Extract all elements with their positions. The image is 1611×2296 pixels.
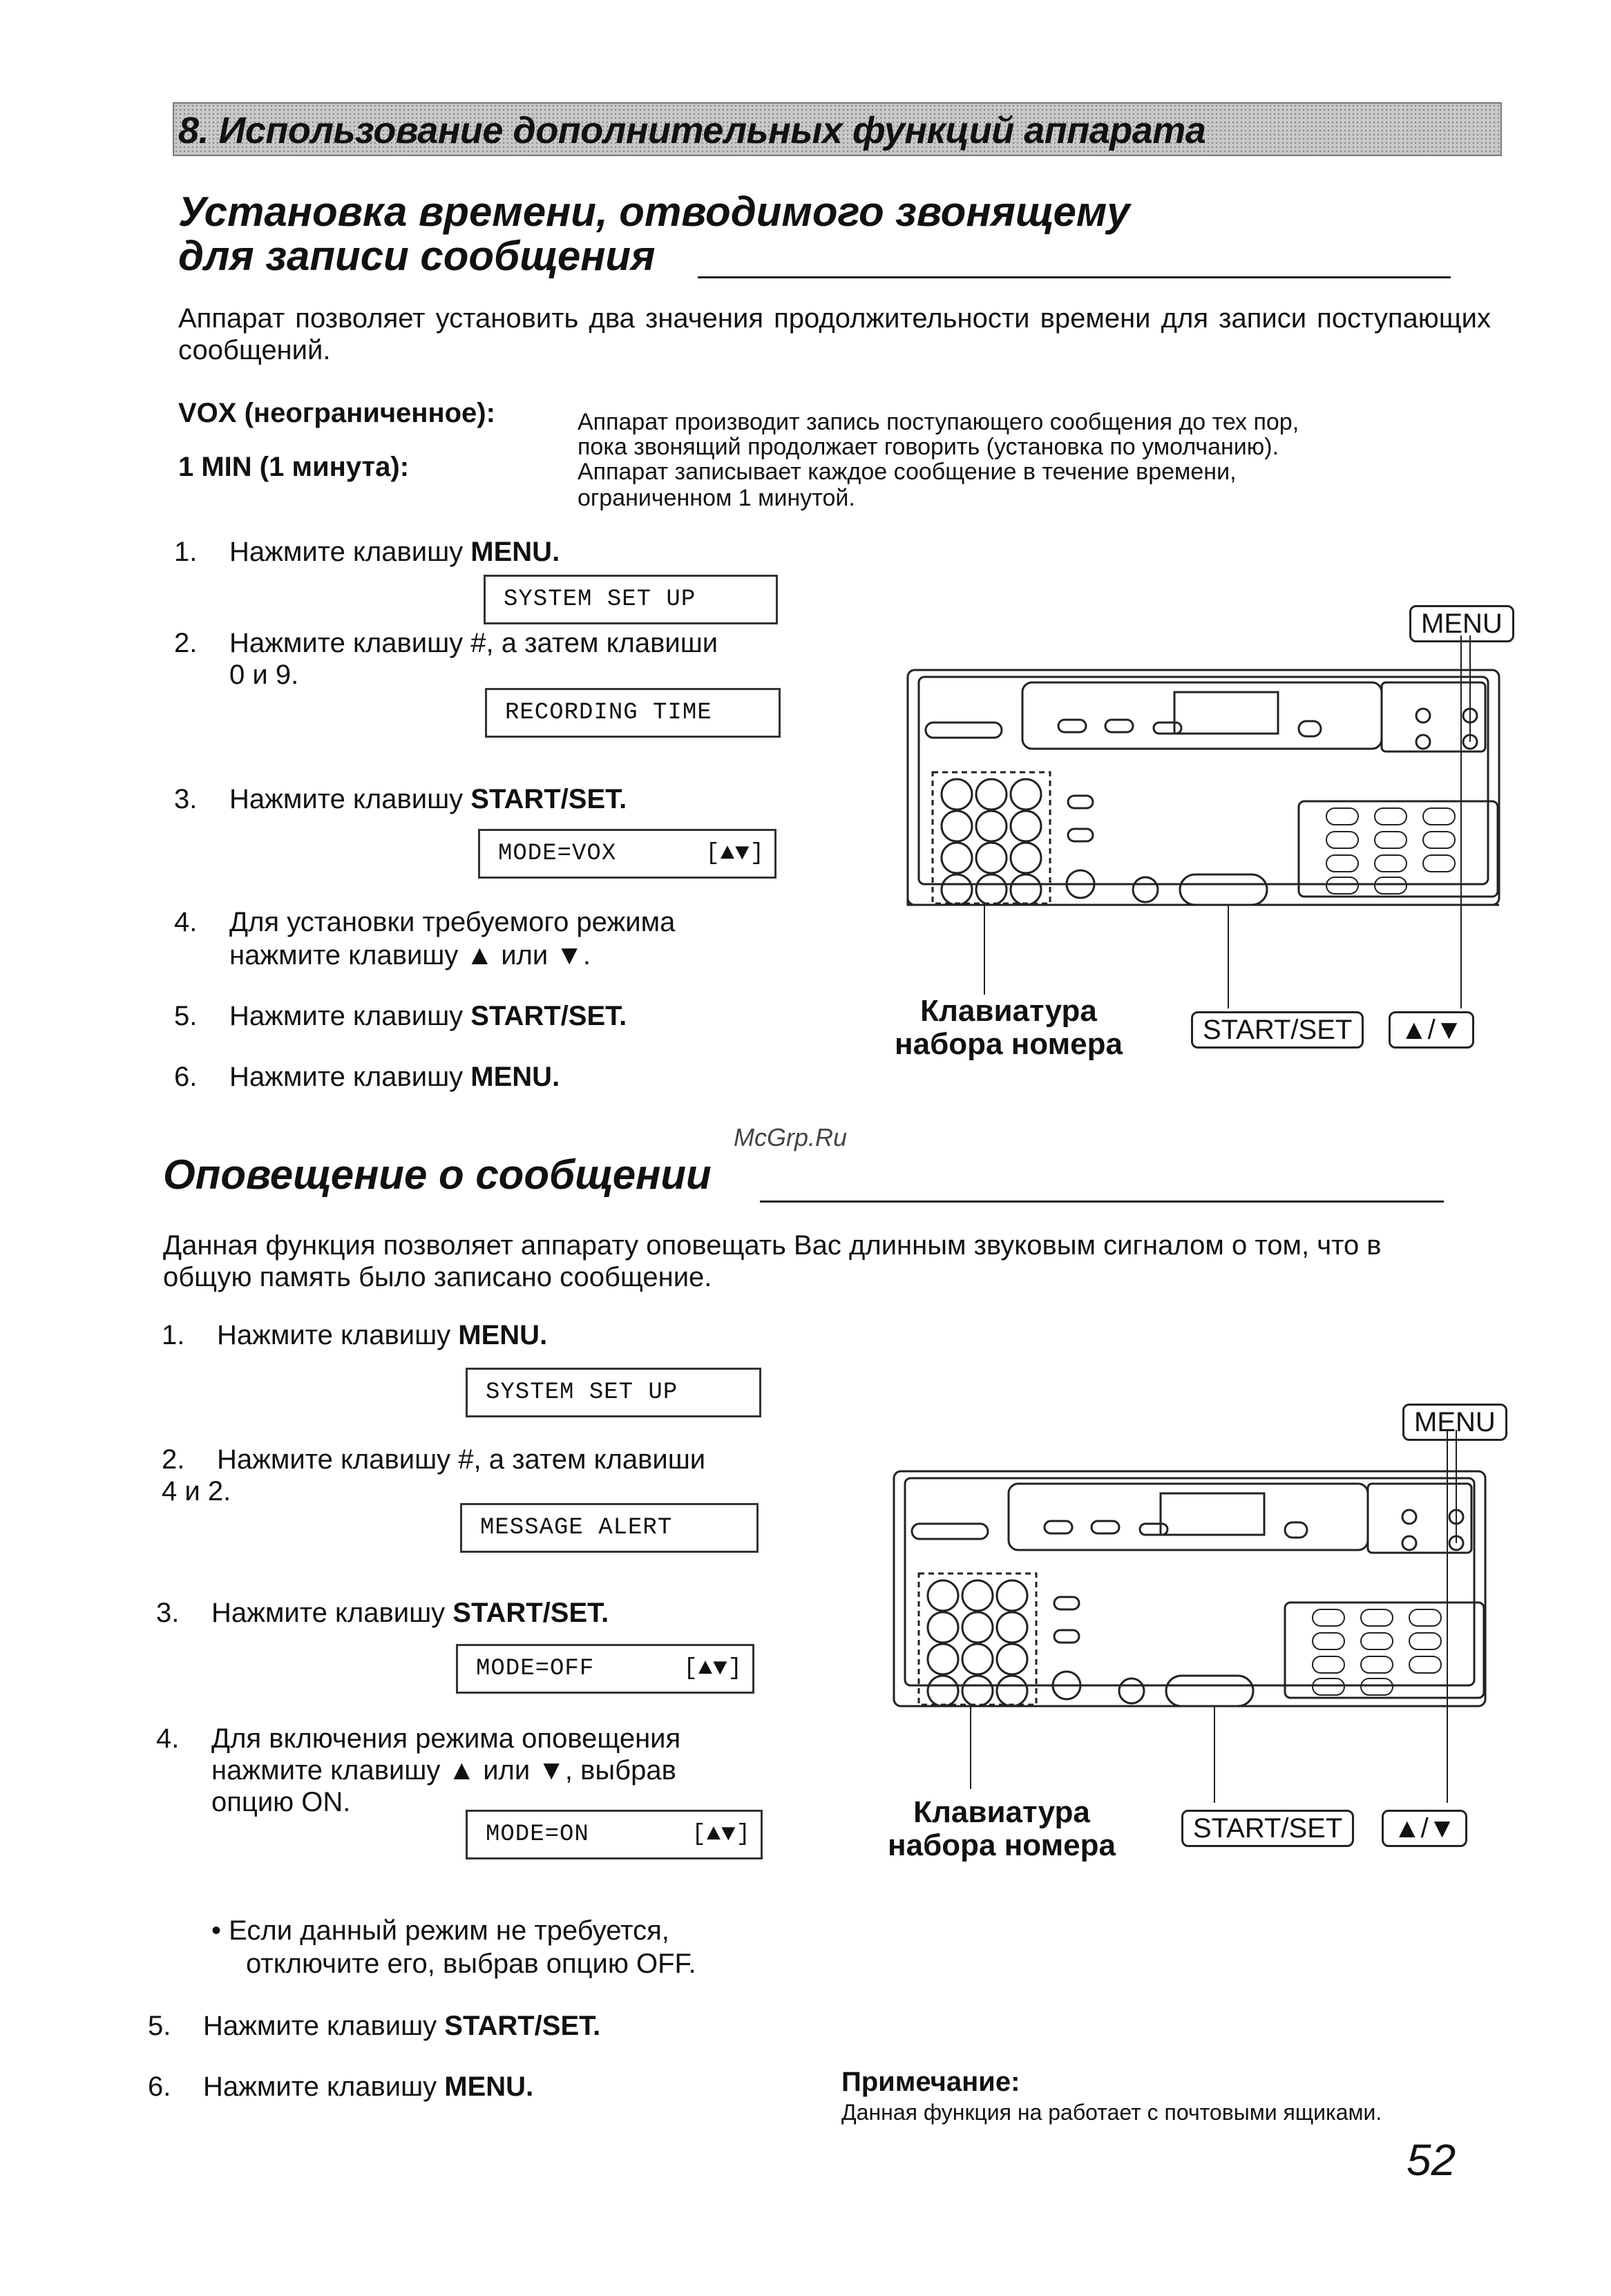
option-vox-label: VOX (неограниченное): — [178, 398, 495, 428]
section1-title-rule — [698, 276, 1451, 278]
option-1min-desc1: Аппарат записывает каждое сообщение в течение времени, — [578, 459, 1237, 485]
chapter-banner — [173, 102, 1502, 156]
section1-title-line2: для записи сообщения — [178, 233, 656, 279]
s1-step-4: 4. Для установки требуемого режима — [174, 907, 676, 937]
watermark: McGrp.Ru — [734, 1123, 848, 1151]
section2-title-rule — [760, 1200, 1444, 1203]
s1-step-4-line2: нажмите клавишу ▲ или ▼. — [229, 940, 591, 970]
start-set-key-label-1: START/SET — [1191, 1011, 1364, 1049]
s1-display-system-set-up: SYSTEM SET UP — [484, 575, 778, 624]
s1-step-3: 3. Нажмите клавишу START/SET. — [174, 784, 627, 814]
section2-title: Оповещение о сообщении — [163, 1151, 712, 1198]
option-1min-label: 1 MIN (1 минута): — [178, 452, 410, 482]
section1-intro: Аппарат позволяет установить два значения продолжительности времени для записи поступающих сообщений. — [178, 303, 1491, 365]
s2-step-6: 6. Нажмите клавишу MENU. — [148, 2072, 534, 2102]
option-vox-desc1: Аппарат производит запись поступающего сообщения до тех пор, — [578, 409, 1299, 435]
s1-display-mode-vox: MODE=VOX [▲▼] — [478, 829, 776, 879]
arrow-keys-label-1: ▲/▼ — [1389, 1011, 1474, 1049]
menu-key-label-1: MENU — [1409, 605, 1514, 642]
note-title: Примечание: — [841, 2067, 1020, 2097]
s2-display-mode-on: MODE=ON [▲▼] — [466, 1810, 763, 1859]
s1-display-recording-time: RECORDING TIME — [485, 688, 781, 738]
s2-display-message-alert: MESSAGE ALERT — [460, 1503, 759, 1553]
s2-bullet-line1: • Если данный режим не требуется, — [211, 1915, 669, 1946]
note-text: Данная функция на работает с почтовыми ящиками. — [841, 2100, 1382, 2125]
s2-step-3: 3. Нажмите клавишу START/SET. — [156, 1598, 609, 1628]
s2-step-2-line2: 4 и 2. — [162, 1476, 231, 1506]
s2-step-4: 4. Для включения режима оповещения — [156, 1723, 681, 1754]
option-vox-desc2: пока звонящий продолжает говорить (установка по умолчанию). — [578, 434, 1279, 460]
s2-step-4-line3: опцию ON. — [211, 1787, 351, 1817]
page-number: 52 — [1407, 2135, 1456, 2185]
keypad-caption-1-line1: Клавиатура — [920, 994, 1097, 1028]
menu-key-label-2: MENU — [1402, 1404, 1507, 1441]
keypad-caption-2-line2: набора номера — [888, 1828, 1116, 1862]
section2-intro: Данная функция позволяет аппарату оповещать Вас длинным звуковым сигналом о том, что в общую память было записано сообщение. — [163, 1230, 1382, 1292]
arrow-keys-label-2: ▲/▼ — [1382, 1810, 1467, 1847]
s2-display-system-set-up: SYSTEM SET UP — [466, 1368, 761, 1417]
s1-step-2-line2: 0 и 9. — [229, 660, 299, 690]
s2-step-2: 2. Нажмите клавишу #, а затем клавиши — [162, 1444, 706, 1475]
s1-step-6: 6. Нажмите клавишу MENU. — [174, 1062, 560, 1092]
s2-step-4-line2: нажмите клавишу ▲ или ▼, выбрав — [211, 1755, 676, 1786]
s2-step-1: 1. Нажмите клавишу MENU. — [162, 1320, 548, 1350]
s1-step-1: 1. Нажмите клавишу MENU. — [174, 537, 560, 567]
start-set-key-label-2: START/SET — [1181, 1810, 1354, 1847]
s2-step-5: 5. Нажмите клавишу START/SET. — [148, 2011, 601, 2041]
option-1min-desc2: ограниченном 1 минутой. — [578, 485, 855, 511]
s1-step-5: 5. Нажмите клавишу START/SET. — [174, 1001, 627, 1031]
s2-bullet-line2: отключите его, выбрав опцию OFF. — [246, 1949, 696, 1979]
section1-title-line1: Установка времени, отводимого звонящему — [178, 189, 1130, 235]
chapter-title: 8. Использование дополнительных функций аппарата — [178, 110, 1206, 151]
s1-step-2: 2. Нажмите клавишу #, а затем клавиши — [174, 628, 718, 658]
keypad-caption-1-line2: набора номера — [895, 1027, 1123, 1061]
s2-display-mode-off: MODE=OFF [▲▼] — [456, 1644, 754, 1694]
keypad-caption-2-line1: Клавиатура — [913, 1795, 1090, 1829]
